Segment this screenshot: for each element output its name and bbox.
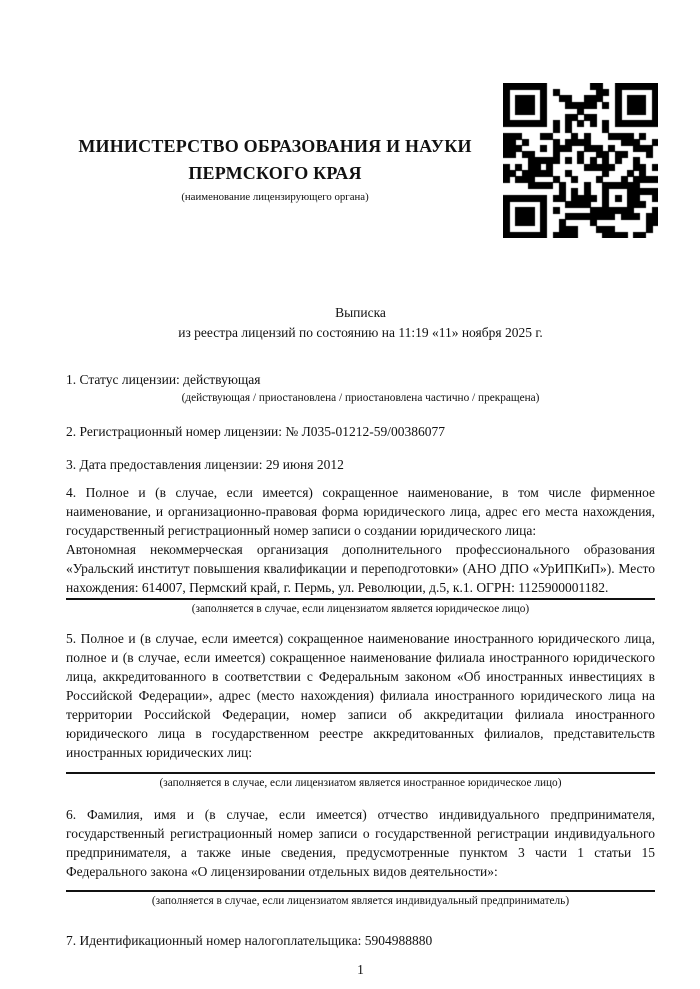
legal-entity-value: Автономная некоммерческая организация дополнительного профессионального образования «Уральский институт повышения квалификации и переподготовки» (АНО ДПО «УрИПКиП»). Место нахождения: 614007, Пермский край, г. Пермь, ул. Революции, д.5, к.1. ОГРН: 1125900001182. (66, 542, 655, 595)
document-body (0, 370, 700, 950)
page-number: 1 (357, 962, 364, 977)
license-status-options-hint: (действующая / приостановлена / приостановлена частично / прекращена) (181, 392, 540, 404)
individual-entrepreneur-statement: 6. Фамилия, имя и (в случае, если имеется) отчество индивидуального предпринимателя, государственный регистрационный номер записи о государственной регистрации индивидуального предпринимателя, а также иные сведения, предусмотренные пунктом 3 части 1 статьи 15 Федерального закона «О лицензировании отдельных видов деятельности»: (66, 807, 655, 879)
document-subtitle: из реестра лицензий по состоянию на 11:19 «11» ноября 2025 г. (178, 325, 543, 340)
item-grant-date (66, 455, 655, 474)
fill-line (66, 772, 655, 774)
document-header (0, 0, 700, 255)
item-legal-entity (66, 483, 655, 616)
taxpayer-number-text: 7. Идентификационный номер налогоплательщика: 5904988880 (66, 933, 433, 948)
item-registration-number (66, 422, 655, 441)
individual-entrepreneur-hint: (заполняется в случае, если лицензиатом является индивидуальный предприниматель) (151, 895, 570, 907)
registration-number-text: 2. Регистрационный номер лицензии: № Л035-01212-59/00386077 (66, 424, 446, 439)
ministry-name-line1: МИНИСТЕРСТВО ОБРАЗОВАНИЯ И НАУКИ (78, 136, 472, 156)
ministry-name-line2: ПЕРМСКОГО КРАЯ (188, 163, 362, 183)
legal-entity-hint: (заполняется в случае, если лицензиатом является юридическое лицо) (191, 603, 530, 615)
item-license-status (66, 370, 655, 405)
document-title: Выписка (335, 305, 386, 320)
foreign-entity-hint: (заполняется в случае, если лицензиатом является иностранное юридическое лицо) (159, 777, 562, 789)
foreign-entity-statement: 5. Полное и (в случае, если имеется) сокращенное наименование иностранного юридического лица, полное и (в случае, если имеется) сокращенное наименование филиала иностранного юридического лица, аккредитованного в соответствии с Федеральным законом «Об иностранных инвестициях в Российской Федерации», адрес (место нахождения) филиала иностранного юридического лица на территории Российской Федерации, номер записи об аккредитации филиала иностранного юридического лица в государственном реестре аккредитованных филиалов, представительств иностранных юридических лиц: (66, 631, 655, 760)
item-individual-entrepreneur (66, 805, 655, 908)
grant-date-text: 3. Дата предоставления лицензии: 29 июня 2012 (66, 457, 344, 472)
license-status-text: 1. Статус лицензии: действующая (66, 372, 261, 387)
legal-entity-statement: 4. Полное и (в случае, если имеется) сокращенное наименование, в том числе фирменное наименование, и организационно-правовая форма юридического лица, адрес его места нахождения, государственный регистрационный номер записи о создании юридического лица: (66, 485, 655, 538)
document-title-block (0, 303, 700, 343)
fill-line (66, 598, 655, 600)
licensing-authority-block (40, 133, 510, 204)
qr-code (503, 83, 658, 238)
fill-line (66, 890, 655, 892)
item-foreign-entity (66, 629, 655, 790)
item-taxpayer-number (66, 931, 655, 950)
ministry-caption: (наименование лицензирующего органа) (181, 191, 369, 203)
